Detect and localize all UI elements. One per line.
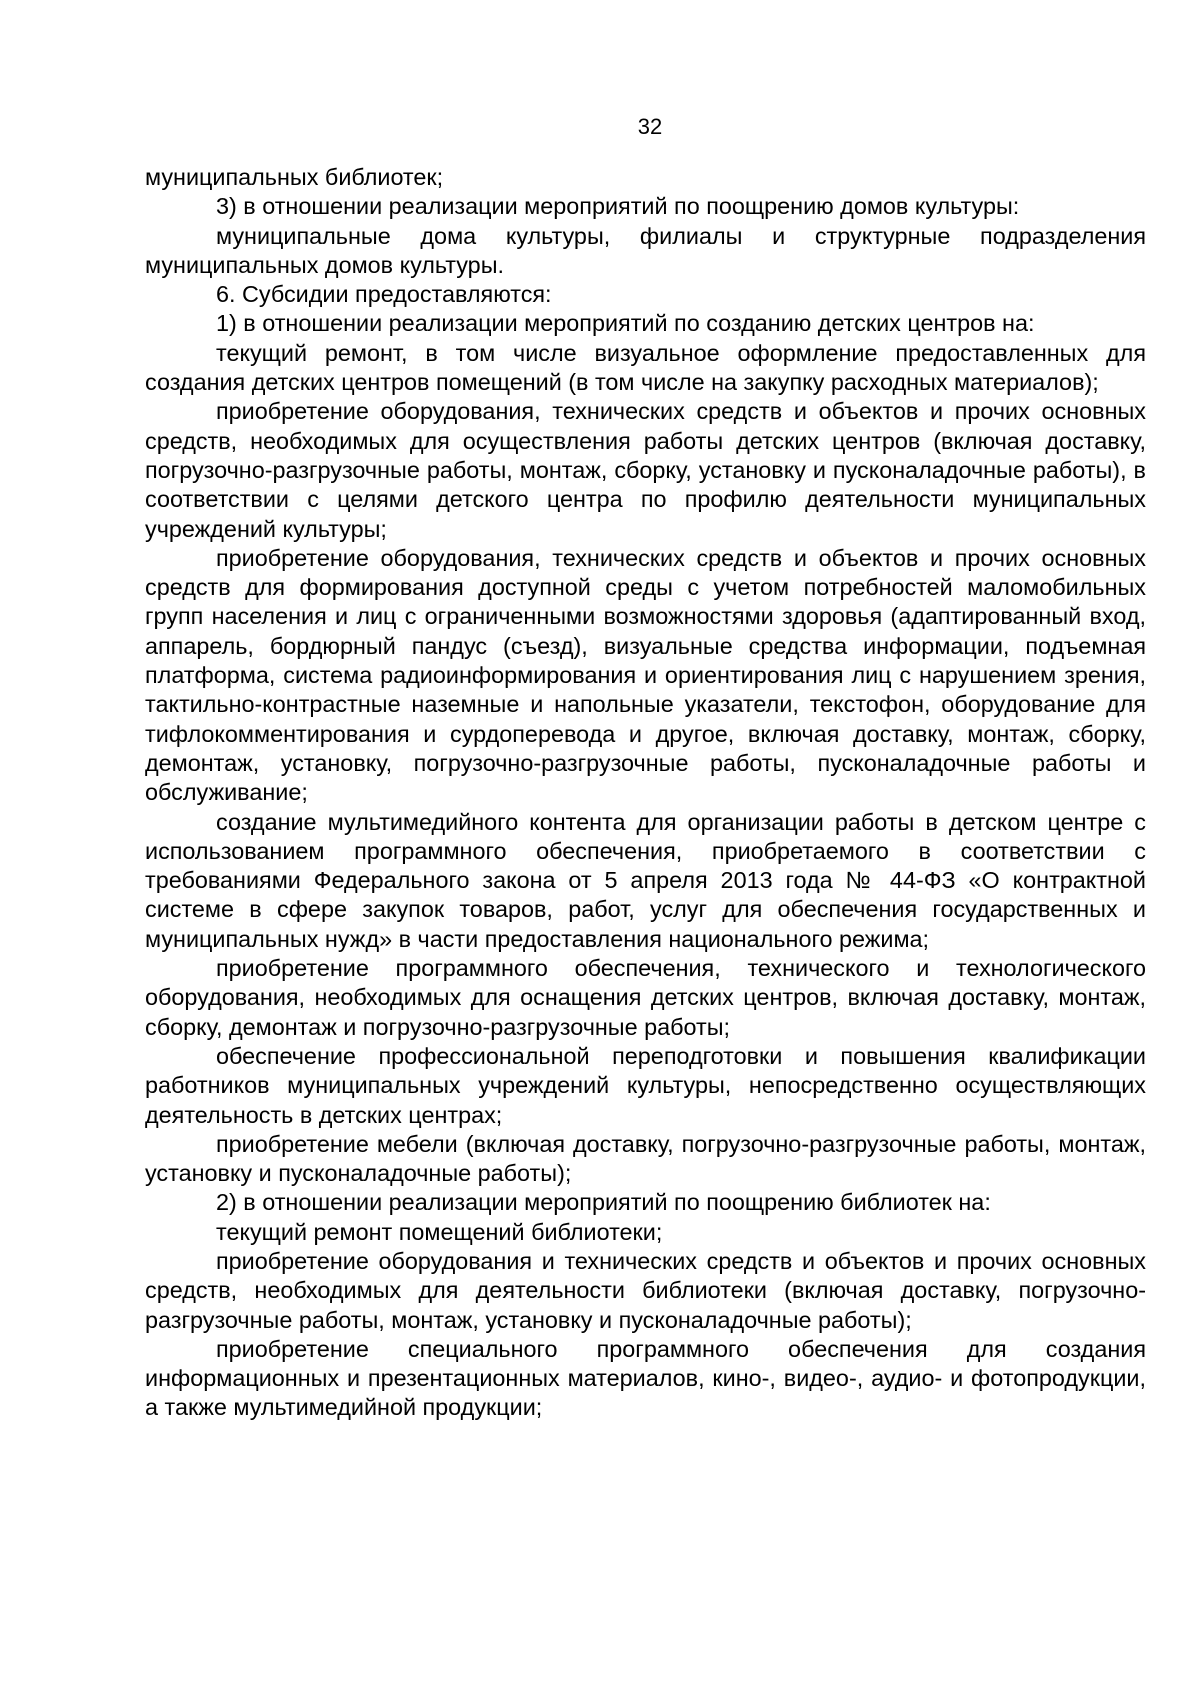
paragraph: муниципальные дома культуры, филиалы и структурные подразделения муниципальных домов культуры. — [145, 222, 1146, 278]
paragraph: приобретение оборудования и технических средств и объектов и прочих основных средств, необходимых для деятельности библиотеки (включая доставку, погрузочно-разгрузочные работы, монтаж, установку и пусконаладочные работы); — [145, 1247, 1146, 1333]
paragraph: текущий ремонт, в том числе визуальное оформление предоставленных для создания детских центров помещений (в том числе на закупку расходных материалов); — [145, 339, 1146, 396]
paragraph: приобретение мебели (включая доставку, погрузочно-разгрузочные работы, монтаж, установку и пусконаладочные работы); — [145, 1130, 1146, 1187]
document-body — [145, 163, 1146, 1423]
paragraph: приобретение оборудования, технических средств и объектов и прочих основных средств для формирования доступной среды с учетом потребностей маломобильных групп населения и лиц с ограниченными возможностями здоровья (адаптированный вход, аппарель, бордюрный пандус (съезд), визуальные средства информации, подъемная платформа, система радиоинформирования и ориентирования лиц с нарушением зрения, тактильно-контрастные наземные и напольные указатели, текстофон, оборудование для тифлокомментирования и сурдоперевода и другое, включая доставку, монтаж, сборку, демонтаж, установку, погрузочно-разгрузочные работы, пусконаладочные работы и обслуживание; — [145, 544, 1146, 806]
paragraph: 2) в отношении реализации мероприятий по поощрению библиотек на: — [216, 1189, 991, 1216]
paragraph: 6. Субсидии предоставляются: — [216, 281, 552, 308]
paragraph: создание мультимедийного контента для организации работы в детском центре с использованием программного обеспечения, приобретаемого в соответствии с требованиями Федерального закона от 5 апреля 2013 года № 44-ФЗ «О контрактной системе в сфере закупок товаров, работ, услуг для обеспечения государственных и муниципальных нужд» в части предоставления национального режима; — [145, 808, 1146, 952]
paragraph: 3) в отношении реализации мероприятий по поощрению домов культуры: — [216, 193, 1020, 220]
paragraph: приобретение оборудования, технических средств и объектов и прочих основных средств, необходимых для осуществления работы детских центров (включая доставку, погрузочно-разгрузочные работы, монтаж, сборку, установку и пусконаладочные работы), в соответствии с целями детского центра по профилю деятельности муниципальных учреждений культуры; — [145, 398, 1146, 542]
page-number: 32 — [637, 114, 663, 139]
paragraph: текущий ремонт помещений библиотеки; — [216, 1218, 663, 1245]
paragraph: обеспечение профессиональной переподготовки и повышения квалификации работников муниципальных учреждений культуры, непосредственно осуществляющих деятельность в детских центрах; — [145, 1042, 1146, 1128]
paragraph: муниципальных библиотек; — [145, 164, 444, 190]
paragraph: приобретение специального программного обеспечения для создания информационных и презентационных материалов, кино-, видео-, аудио- и фотопродукции, а также мультимедийной продукции; — [145, 1335, 1146, 1421]
paragraph: 1) в отношении реализации мероприятий по созданию детских центров на: — [216, 310, 1035, 337]
paragraph: приобретение программного обеспечения, технического и технологического оборудования, необходимых для оснащения детских центров, включая доставку, монтаж, сборку, демонтаж и погрузочно-разгрузочные работы; — [145, 955, 1146, 1040]
